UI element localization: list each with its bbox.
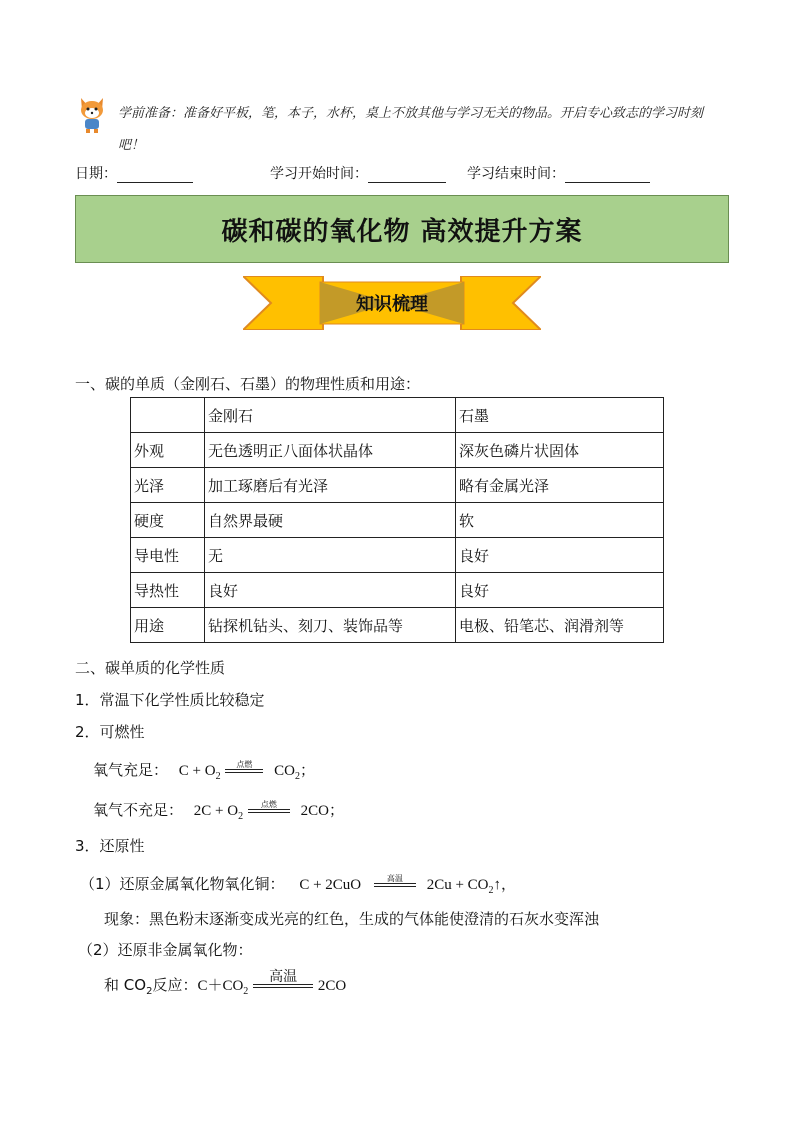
date-label: 日期： (75, 166, 117, 182)
section2-heading: 二、碳单质的化学性质 (75, 659, 226, 677)
table-cell: 良好 (205, 573, 456, 608)
properties-table (130, 397, 664, 643)
end-time-label: 学习结束时间： (467, 166, 565, 182)
table-row (131, 608, 664, 643)
co2-label-post: 反应： (152, 976, 198, 994)
item-stable: 1．常温下化学性质比较稳定 (75, 691, 265, 709)
item-combustibility: 2．可燃性 (75, 723, 145, 741)
table-cell: 电极、铅笔芯、润滑剂等 (456, 608, 664, 643)
table-cell: 导电性 (131, 538, 205, 573)
table-cell: 无色透明正八面体状晶体 (205, 433, 456, 468)
table-cell: 外观 (131, 433, 205, 468)
subscript: 2 (238, 811, 244, 822)
o2-less-rhs: 2CO (300, 803, 329, 819)
table-cell: 加工琢磨后有光泽 (205, 468, 456, 503)
equation-co2-reaction (104, 968, 347, 997)
reaction-arrow (374, 873, 416, 887)
prep-instructions: 学前准备：准备好平板，笔，本子，水杯，桌上不放其他与学习无关的物品。开启专心致志的学习时刻吧！ (118, 106, 704, 153)
co2-rhs: 2CO (317, 978, 347, 994)
date-blank (117, 168, 193, 183)
o2-full-rhs: CO (274, 763, 295, 779)
cuo-rhs: 2Cu + CO (426, 877, 489, 893)
reaction-arrow (248, 799, 290, 813)
table-cell: 用途 (131, 608, 205, 643)
start-time-blank (368, 168, 446, 183)
o2-less-lhs: 2C + O (193, 803, 239, 819)
subscript: 2 (295, 771, 300, 782)
item-reducibility: 3．还原性 (75, 837, 145, 855)
o2-full-end: ； (300, 763, 316, 779)
reaction-condition: 点燃 (260, 799, 277, 809)
date-field (75, 163, 193, 183)
page-title: 碳和碳的氧化物 高效提升方案 (221, 216, 583, 247)
reaction-condition: 点燃 (236, 759, 253, 769)
nonmetal-oxide-heading: （2）还原非金属氧化物： (78, 941, 253, 959)
subscript: 2 (215, 771, 221, 782)
table-header-row (131, 398, 664, 433)
cuo-lhs: C + 2CuO (299, 877, 362, 893)
table-row (131, 538, 664, 573)
table-cell: 无 (205, 538, 456, 573)
table-header-cell: 石墨 (456, 398, 664, 433)
reaction-condition: 高温 (386, 873, 403, 883)
ribbon-label: 知识梳理 (356, 294, 428, 315)
subscript: 2 (488, 885, 494, 896)
reaction-arrow (225, 759, 263, 773)
o2-full-label: 氧气充足： (93, 761, 169, 779)
table-cell: 良好 (456, 538, 664, 573)
table-row (131, 433, 664, 468)
equation-cuo-reduction (80, 873, 516, 896)
equation-o2-insufficient (93, 799, 344, 822)
table-row (131, 573, 664, 608)
title-banner (75, 195, 729, 263)
equation-o2-sufficient (93, 759, 315, 782)
cuo-end: ↑， (493, 877, 517, 893)
table-header-cell: 金刚石 (205, 398, 456, 433)
end-time-field (467, 163, 650, 183)
table-cell: 光泽 (131, 468, 205, 503)
reaction-condition: 高温 (269, 968, 298, 985)
subscript: 2 (243, 986, 249, 997)
table-cell: 良好 (456, 573, 664, 608)
section1-heading: 一、碳的单质（金刚石、石墨）的物理性质和用途： (75, 375, 421, 393)
phenomenon-text: 现象：黑色粉末逐渐变成光亮的红色，生成的气体能使澄清的石灰水变浑浊 (104, 910, 600, 928)
o2-full-lhs: C + O (178, 763, 216, 779)
table-cell: 深灰色磷片状固体 (456, 433, 664, 468)
co2-lhs: C＋CO (197, 978, 244, 994)
table-cell: 钻探机钻头、刻刀、装饰品等 (205, 608, 456, 643)
o2-less-end: ； (329, 803, 345, 819)
table-cell: 导热性 (131, 573, 205, 608)
table-cell: 自然界最硬 (205, 503, 456, 538)
table-cell: 软 (456, 503, 664, 538)
reaction-arrow (253, 968, 313, 988)
table-cell: 硬度 (131, 503, 205, 538)
fox-mascot-icon (78, 96, 106, 134)
cuo-label: （1）还原金属氧化物氧化铜： (80, 875, 285, 893)
start-time-field (270, 163, 446, 183)
co2-label-pre: 和 CO (104, 976, 147, 994)
subscript: 2 (146, 986, 153, 997)
end-time-blank (565, 168, 650, 183)
table-header-cell (131, 398, 205, 433)
o2-less-label: 氧气不充足： (93, 801, 184, 819)
table-row (131, 468, 664, 503)
table-cell: 略有金属光泽 (456, 468, 664, 503)
table-row (131, 503, 664, 538)
start-time-label: 学习开始时间： (270, 166, 368, 182)
